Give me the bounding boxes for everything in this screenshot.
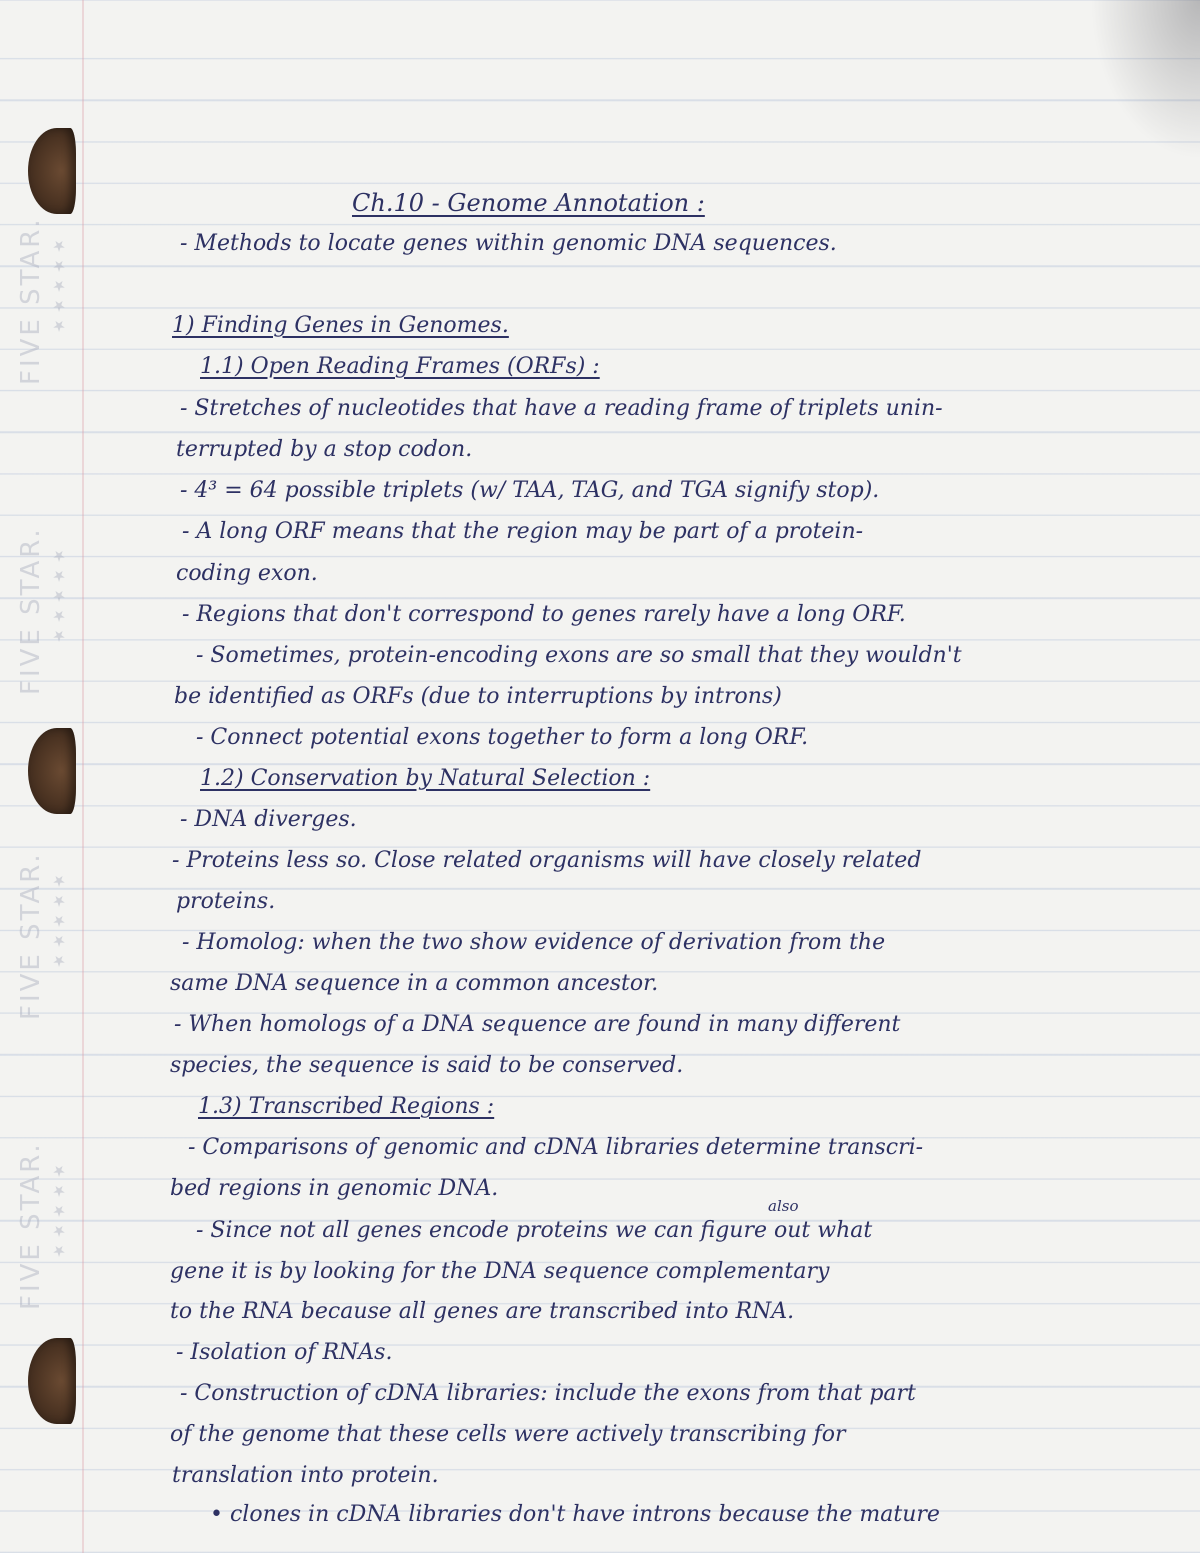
note-line: coding exon. <box>176 561 318 586</box>
note-line: - Connect potential exons together to form a long ORF. <box>196 725 809 750</box>
margin-line <box>82 0 84 1553</box>
note-line: - Isolation of RNAs. <box>176 1340 393 1365</box>
section-heading: 1) Finding Genes in Genomes. <box>172 313 509 338</box>
note-line: - Stretches of nucleotides that have a reading frame of triplets unin- <box>180 396 943 421</box>
note-line: - Methods to locate genes within genomic DNA sequences. <box>180 231 837 256</box>
inserted-word: also <box>768 1197 799 1215</box>
stars-watermark: ★★★★★ <box>50 545 68 645</box>
note-line: gene it is by looking for the DNA sequence complementary <box>170 1259 830 1284</box>
note-line: - 4³ = 64 possible triplets (w/ TAA, TAG, and TGA signify stop). <box>180 478 880 503</box>
punch-hole-bottom <box>28 1338 76 1424</box>
brand-watermark: FIVE STAR. <box>16 216 46 385</box>
subsection-heading: 1.1) Open Reading Frames (ORFs) : <box>200 354 600 379</box>
note-line: bed regions in genomic DNA. <box>170 1176 499 1201</box>
page-title: Ch.10 - Genome Annotation : <box>352 189 705 217</box>
note-line: - A long ORF means that the region may be part of a protein- <box>182 519 864 544</box>
brand-watermark: FIVE STAR. <box>16 1141 46 1310</box>
note-line: - Proteins less so. Close related organisms will have closely related <box>172 848 922 873</box>
note-line: - Construction of cDNA libraries: include the exons from that part <box>180 1381 916 1406</box>
note-line: proteins. <box>176 889 276 914</box>
note-line: of the genome that these cells were actively transcribing for <box>170 1422 846 1447</box>
note-line: - DNA diverges. <box>180 807 357 832</box>
note-line: - Homolog: when the two show evidence of derivation from the <box>182 930 886 955</box>
note-line: terrupted by a stop codon. <box>176 437 473 462</box>
punch-hole-middle <box>28 728 76 814</box>
note-line: - When homologs of a DNA sequence are found in many different <box>174 1012 901 1037</box>
note-line: • clones in cDNA libraries don't have introns because the mature <box>210 1502 940 1527</box>
stars-watermark: ★★★★★ <box>50 235 68 335</box>
note-line: - Regions that don't correspond to genes rarely have a long ORF. <box>182 602 906 627</box>
brand-watermark: FIVE STAR. <box>16 526 46 695</box>
note-line: - Comparisons of genomic and cDNA libraries determine transcri- <box>188 1135 924 1160</box>
note-line: - Sometimes, protein-encoding exons are so small that they wouldn't <box>196 643 962 668</box>
note-line: translation into protein. <box>172 1463 439 1488</box>
note-line: same DNA sequence in a common ancestor. <box>170 971 659 996</box>
note-line: be identified as ORFs (due to interruptions by introns) <box>174 684 782 709</box>
note-line: - Since not all genes encode proteins we can figure out what <box>196 1218 873 1243</box>
page-shadow <box>1090 0 1200 160</box>
subsection-heading: 1.3) Transcribed Regions : <box>198 1094 495 1119</box>
stars-watermark: ★★★★★ <box>50 1160 68 1260</box>
brand-watermark: FIVE STAR. <box>16 851 46 1020</box>
note-line: species, the sequence is said to be conserved. <box>170 1053 684 1078</box>
subsection-heading: 1.2) Conservation by Natural Selection : <box>200 766 651 791</box>
note-line: to the RNA because all genes are transcribed into RNA. <box>170 1299 795 1324</box>
stars-watermark: ★★★★★ <box>50 870 68 970</box>
punch-hole-top <box>28 128 76 214</box>
